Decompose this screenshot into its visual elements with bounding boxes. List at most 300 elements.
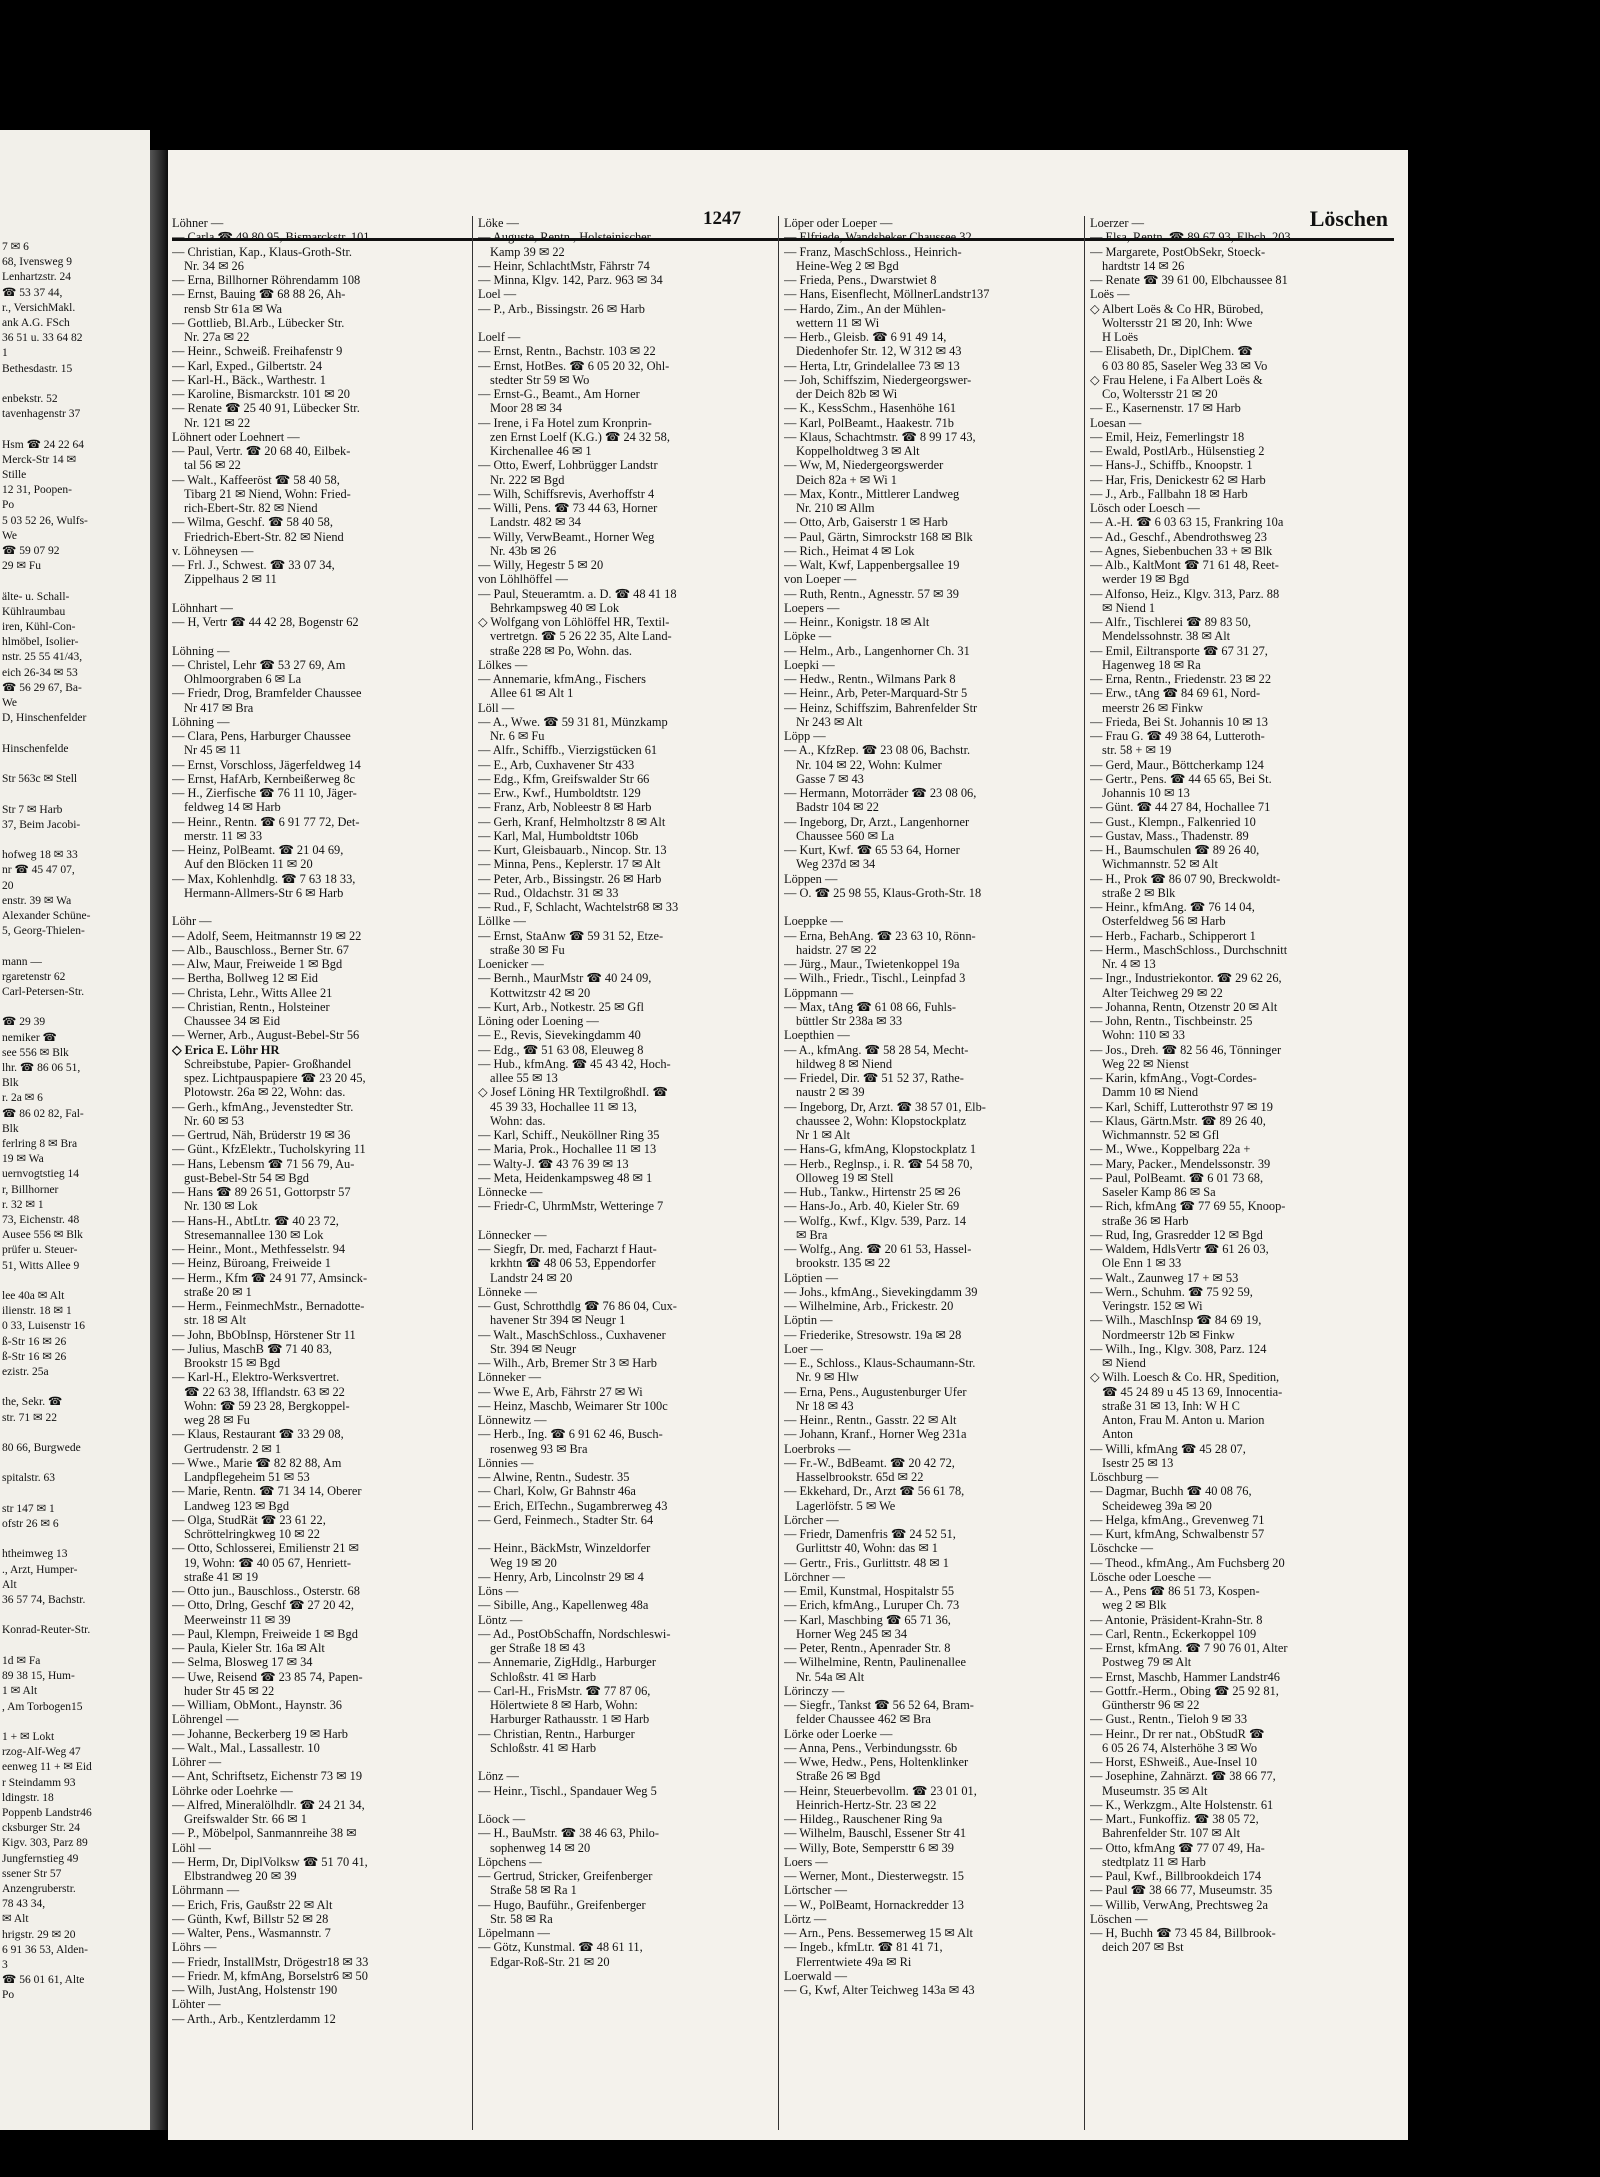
- facing-page-line: 89 38 15, Hum-: [2, 1670, 75, 1683]
- directory-entry-line: Heine-Weg 2 ✉ Bgd: [796, 258, 899, 273]
- directory-entry-line: — H., Baumschulen ☎ 89 26 40,: [1090, 843, 1260, 857]
- directory-entry-line: — William, ObMont., Haynstr. 36: [172, 1698, 342, 1712]
- directory-entry-line: Damm 10 ✉ Niend: [1102, 1085, 1199, 1100]
- facing-page-line: Jungfernstieg 49: [2, 1852, 79, 1865]
- facing-page-line: Poppenb Landstr46: [2, 1806, 92, 1819]
- column-divider: [778, 216, 779, 2130]
- facing-page-fragment: [0, 130, 150, 2130]
- directory-entry-line: Löptin —: [784, 1313, 833, 1328]
- directory-entry-line: — Peter, Arb., Bissingstr. 26 ✉ Harb: [478, 871, 662, 886]
- directory-column-3: [784, 216, 1080, 2132]
- directory-entry-line: — Siegfr., Tankst ☎ 56 52 64, Bram-: [784, 1698, 974, 1712]
- facing-page-line: ldingstr. 18: [2, 1791, 54, 1804]
- directory-entry-line: — Hub., Tankw., Hirtenstr 25 ✉ 26: [784, 1185, 961, 1199]
- directory-entry-line: — Heinr., Mont., Methfesselstr. 94: [172, 1242, 346, 1256]
- directory-entry-line: — Christian, Rentn., Harburger: [478, 1726, 635, 1741]
- directory-entry-line: — Ekkehard, Dr., Arzt ☎ 56 61 78,: [784, 1484, 965, 1499]
- directory-entry-line: — Friedel, Dir. ☎ 51 52 37, Rathe-: [784, 1071, 964, 1085]
- directory-entry-line: — Julius, MaschB ☎ 71 40 83,: [172, 1341, 332, 1356]
- directory-entry-line: Hasselbrookstr. 65d ✉ 22: [796, 1470, 924, 1484]
- directory-entry-line: — Johanna, Rentn, Otzenstr 20 ✉ Alt: [1090, 999, 1278, 1014]
- directory-entry-line: — Joh, Schiffszim, Niedergeorgswer-: [784, 372, 972, 387]
- directory-entry-line: — Har, Fris, Denickestr 62 ✉ Harb: [1090, 472, 1266, 487]
- directory-entry-line: von Loeper —: [784, 572, 857, 587]
- directory-entry-line: — Willi, Pens. ☎ 73 44 63, Horner: [478, 501, 658, 515]
- directory-entry-line: — J., Arb., Fallbahn 18 ✉ Harb: [1090, 486, 1248, 501]
- directory-entry-line: Elbstrandweg 20 ✉ 39: [184, 1869, 297, 1883]
- directory-entry-line: ✉ Niend: [1102, 1356, 1146, 1370]
- directory-entry-line: Str. 58 ✉ Ra: [490, 1911, 553, 1926]
- directory-entry-line: — Ernst, Vorschloss, Jägerfeldweg 14: [172, 757, 361, 772]
- directory-entry-line: — Ernst, HotBes. ☎ 6 05 20 32, Ohl-: [478, 358, 670, 373]
- facing-page-line: [0, 1532, 140, 1547]
- directory-entry-line: — A., KfzRep. ☎ 23 08 06, Bachstr.: [784, 743, 971, 758]
- directory-entry-line: Löll —: [478, 700, 515, 715]
- directory-entry-line: — Arth., Arb., Kentzlerdamm 12: [172, 2011, 336, 2026]
- directory-entry-line: — Hans-G, kfmAng, Klopstockplatz 1: [784, 1142, 977, 1157]
- facing-page-line: Kigv. 303, Parz 89: [2, 1837, 88, 1850]
- directory-entry-line: — Arn., Pens. Bessemerweg 15 ✉ Alt: [784, 1926, 973, 1940]
- directory-page: [168, 150, 1408, 2140]
- directory-entry-line: Harburger Rathausstr. 1 ✉ Harb: [490, 1712, 650, 1727]
- directory-entry-line: Nr. 130 ✉ Lok: [184, 1199, 258, 1214]
- directory-entry-line: — Johann, Kranf., Horner Weg 231a: [784, 1427, 967, 1442]
- facing-page-line: str 147 ✉ 1: [2, 1502, 55, 1515]
- directory-entry-line: v. Löhneysen —: [172, 543, 254, 558]
- directory-entry-line: — Alb., Bauschloss., Berner Str. 67: [172, 942, 349, 957]
- directory-entry-line: — Hans-Jo., Arb. 40, Kieler Str. 69: [784, 1199, 960, 1214]
- directory-entry-line: Nr 417 ✉ Bra: [184, 700, 254, 715]
- directory-entry-line: Bahrenfelder Str. 107 ✉ Alt: [1102, 1826, 1241, 1841]
- directory-entry-line: — Adolf, Seem, Heitmannstr 19 ✉ 22: [172, 928, 362, 943]
- directory-entry-line: — Ewald, PostlArb., Hülsenstieg 2: [1090, 444, 1265, 458]
- directory-entry-line: — A., Pens ☎ 86 51 73, Kospen-: [1090, 1584, 1260, 1598]
- directory-entry-line: — Paul, PolBeamt. ☎ 6 01 73 68,: [1090, 1170, 1264, 1185]
- directory-entry-line: — Emil, Kunstmal, Hospitalstr 55: [784, 1584, 955, 1598]
- directory-entry-line: str. 58 + ✉ 19: [1102, 743, 1172, 758]
- directory-entry-line: Löhl —: [172, 1840, 211, 1855]
- directory-entry-line: — Erna, Rentn., Friedenstr. 23 ✉ 22: [1090, 672, 1272, 686]
- directory-entry-line: ◇ Wolfgang von Löhlöffel HR, Textil-: [478, 615, 670, 629]
- directory-entry-line: — Kurt, Gleisbauarb., Nincop. Str. 13: [478, 843, 667, 857]
- directory-entry-line: Postweg 79 ✉ Alt: [1102, 1655, 1192, 1670]
- facing-page-line: ß-Str 16 ✉ 26: [2, 1335, 67, 1348]
- directory-entry-line: — Josephine, Zahnärzt. ☎ 38 66 77,: [1090, 1769, 1276, 1784]
- directory-entry-line: Nr. 60 ✉ 53: [184, 1113, 244, 1128]
- directory-entry-line: straße 31 ✉ 13, Inh: W H C: [1102, 1398, 1240, 1413]
- directory-entry-line: krkhtn ☎ 48 06 53, Eppendorfer: [490, 1256, 656, 1271]
- directory-entry-line: felder Chaussee 462 ✉ Bra: [796, 1712, 931, 1727]
- directory-entry-line: — M., Wwe., Koppelbarg 22a +: [1090, 1142, 1251, 1157]
- directory-entry-line: Loerbroks —: [784, 1441, 851, 1456]
- directory-entry-line: — O. ☎ 25 98 55, Klaus-Groth-Str. 18: [784, 885, 982, 900]
- directory-entry-line: — H., Zierfische ☎ 76 11 10, Jäger-: [172, 786, 357, 800]
- directory-entry-line: — Christa, Lehr., Witts Allee 21: [172, 985, 333, 1000]
- directory-entry-line: Lagerlöfstr. 5 ✉ We: [796, 1498, 896, 1513]
- directory-entry-line: Lönnewitz —: [478, 1413, 547, 1427]
- facing-page-line: We: [2, 529, 18, 542]
- directory-entry-line: — Edg., ☎ 51 63 08, Eleuweg 8: [478, 1042, 644, 1057]
- directory-entry-line: — Henry, Arb, Lincolnstr 29 ✉ 4: [478, 1569, 644, 1584]
- facing-page-line: Merck-Str 14 ✉: [2, 453, 77, 466]
- facing-page-line: hrigstr. 29 ✉ 20: [2, 1928, 76, 1941]
- directory-entry-line: — Werner, Arb., August-Bebel-Str 56: [172, 1028, 360, 1043]
- directory-entry-line: havener Str 394 ✉ Neugr 1: [490, 1313, 626, 1328]
- directory-entry-line: Nr. 121 ✉ 22: [184, 415, 251, 430]
- directory-entry-line: allee 55 ✉ 13: [490, 1071, 558, 1085]
- running-head: Löschen: [1309, 206, 1388, 231]
- directory-entry-line: Lönz —: [478, 1769, 519, 1784]
- directory-entry-line: — E., Arb, Cuxhavener Str 433: [478, 757, 635, 772]
- directory-entry-line: — Minna, Klgv. 142, Parz. 963 ✉ 34: [478, 273, 663, 287]
- facing-page-line: [0, 1426, 140, 1441]
- directory-entry-line: — Wwe, Hedw., Pens, Holtenklinker: [784, 1755, 969, 1769]
- directory-entry-line: [478, 1214, 774, 1228]
- directory-entry-line: — Herb., Ing. ☎ 6 91 62 46, Busch-: [478, 1427, 663, 1442]
- directory-entry-line: — Erich, ElTechn., Sugambrerweg 43: [478, 1498, 668, 1513]
- directory-entry-line: — Wilh., MaschInsp ☎ 84 69 19,: [1090, 1313, 1262, 1328]
- directory-entry-line: Lösche oder Loesche —: [1090, 1569, 1211, 1584]
- directory-entry-line: — Hardo, Zim., An der Mühlen-: [784, 301, 946, 316]
- directory-entry-line: stedter Str 59 ✉ Wo: [490, 372, 590, 387]
- facing-page-line: 5, Georg-Thielen-: [2, 925, 85, 938]
- directory-entry-line: — Irene, i Fa Hotel zum Kronprin-: [478, 415, 652, 430]
- directory-entry-line: — Alwine, Rentn., Sudestr. 35: [478, 1470, 630, 1484]
- facing-page-line: mann —: [2, 955, 42, 968]
- directory-entry-line: [172, 900, 468, 914]
- directory-entry-line: — Ingeb., kfmLtr. ☎ 81 41 71,: [784, 1940, 943, 1955]
- directory-entry-line: — H., Prok ☎ 86 07 90, Breckwoldt-: [1090, 871, 1281, 886]
- directory-entry-line: — Gerd, Maur., Böttcherkamp 124: [1090, 757, 1264, 772]
- directory-entry-line: Schloßstr. 41 ✉ Harb: [490, 1669, 597, 1684]
- directory-entry-line: — Erna, Billhorner Röhrendamm 108: [172, 273, 361, 287]
- directory-entry-line: — Erich, kfmAng., Luruper Ch. 73: [784, 1598, 960, 1613]
- facing-page-line: We: [2, 697, 18, 710]
- directory-entry-line: — Günth, Kwf, Billstr 52 ✉ 28: [172, 1911, 329, 1926]
- directory-entry-line: Nr. 210 ✉ Allm: [796, 501, 875, 515]
- directory-entry-line: Olloweg 19 ✉ Stell: [796, 1170, 894, 1185]
- directory-entry-line: Lönnies —: [478, 1455, 534, 1470]
- facing-page-line: cksburger Str. 24: [2, 1822, 81, 1835]
- directory-entry-line: — Ernst, kfmAng. ☎ 7 90 76 01, Alter: [1090, 1641, 1288, 1655]
- facing-page-line: 3: [2, 1958, 8, 1971]
- directory-entry-line: Ohlmoorgraben 6 ✉ La: [184, 672, 302, 686]
- directory-entry-line: Stresemannallee 130 ✉ Lok: [184, 1227, 324, 1242]
- facing-page-line: Kühlraumbau: [2, 605, 66, 618]
- directory-entry-line: — Hans-J., Schiffb., Knoopstr. 1: [1090, 458, 1253, 473]
- directory-entry-line: — Heinr., Rentn., Gasstr. 22 ✉ Alt: [784, 1413, 957, 1427]
- directory-entry-line: — K., KessSchm., Hasenhöhe 161: [784, 401, 957, 416]
- directory-entry-line: — Heinr., Dr rer nat., ObStudR ☎: [1090, 1726, 1265, 1741]
- directory-entry-line: Löke —: [478, 216, 519, 230]
- directory-entry-line: Wohn: 110 ✉ 33: [1102, 1028, 1185, 1043]
- directory-entry-line: — Wilhelmine, Arb., Frickestr. 20: [784, 1299, 954, 1313]
- directory-entry-line: — Heinr., Schweiß. Freihafenstr 9: [172, 344, 343, 359]
- directory-entry-line: 19, Wohn: ☎ 40 05 67, Henriett-: [184, 1555, 352, 1570]
- directory-entry-line: — Friederike, Stresowstr. 19a ✉ 28: [784, 1327, 962, 1342]
- directory-entry-line: H Loës: [1102, 330, 1139, 344]
- directory-entry-line: — Ernst, Rentn., Bachstr. 103 ✉ 22: [478, 344, 656, 359]
- directory-entry-line: — Wolfg., Kwf., Klgv. 539, Parz. 14: [784, 1213, 967, 1228]
- directory-entry-line: — Herm., Kfm ☎ 24 91 77, Amsinck-: [172, 1270, 368, 1285]
- directory-entry-line: Nr 45 ✉ 11: [184, 743, 242, 758]
- directory-entry-line: — Wwe E, Arb, Fährstr 27 ✉ Wi: [478, 1384, 643, 1399]
- directory-entry-line: Güntherstr 96 ✉ 22: [1102, 1698, 1200, 1712]
- facing-page-line: Po: [2, 499, 15, 512]
- directory-entry-line: — Friedr, Drog, Bramfelder Chaussee: [172, 686, 362, 701]
- directory-entry-line: — Herm., FeinmechMstr., Bernadotte-: [172, 1299, 365, 1313]
- directory-entry-line: — Ernst-G., Beamt., Am Horner: [478, 387, 640, 401]
- directory-entry-line: — Annemarie, ZigHdlg., Harburger: [478, 1655, 657, 1670]
- facing-page-line: lee 40a ✉ Alt: [2, 1290, 65, 1303]
- directory-entry-line: Löhrke oder Loehrke —: [172, 1783, 293, 1798]
- directory-entry-line: — Auguste, Rentn., Holsteinischer: [478, 230, 651, 245]
- directory-entry-line: — Elsa, Rentn. ☎ 89 67 93, Elbch. 203: [1090, 230, 1291, 245]
- directory-entry-line: — Erw., Kwf., Humboldtstr. 129: [478, 786, 641, 800]
- facing-page-line: [0, 939, 140, 954]
- directory-entry-line: von Löhlhöffel —: [478, 572, 568, 587]
- directory-entry-line: — Heinr., kfmAng. ☎ 76 14 04,: [1090, 900, 1255, 914]
- facing-page-line: rgaretenstr 62: [2, 970, 66, 983]
- directory-entry-line: Kamp 39 ✉ 22: [490, 244, 565, 259]
- directory-entry-line: — Gustav, Mass., Thadenstr. 89: [1090, 828, 1249, 843]
- directory-entry-line: Löper oder Loeper —: [784, 216, 893, 230]
- directory-entry-line: — Walt, Kwf, Lappenbergsallee 19: [784, 558, 960, 572]
- facing-page-line: tavenhagenstr 37: [2, 408, 81, 421]
- facing-page-line: [0, 1608, 140, 1623]
- directory-entry-line: — Gust., Klempn., Falkenried 10: [1090, 814, 1256, 829]
- directory-entry-line: — Wilhelmine, Rentn, Paulinenallee: [784, 1655, 966, 1670]
- directory-entry-line: Lösch oder Loesch —: [1090, 501, 1200, 515]
- directory-entry-line: — Carl-H., FrisMstr. ☎ 77 87 06,: [478, 1683, 651, 1698]
- facing-page-line: Ausee 556 ✉ Blk: [2, 1229, 83, 1242]
- directory-entry-line: Löning oder Loening —: [478, 1014, 599, 1028]
- directory-entry-line: — Paul ☎ 38 66 77, Museumstr. 35: [1090, 1883, 1273, 1898]
- facing-page-line: ☎ 29 39: [2, 1016, 46, 1029]
- directory-entry-line: naustr 2 ✉ 39: [796, 1085, 865, 1100]
- directory-entry-line: Lörinczy —: [784, 1683, 845, 1698]
- facing-page-line: Carl-Petersen-Str.: [2, 985, 85, 998]
- facing-page-line: Stille: [2, 469, 27, 482]
- directory-entry-line: Museumstr. 35 ✉ Alt: [1102, 1783, 1208, 1798]
- directory-entry-line: [172, 629, 468, 643]
- directory-entry-line: Löhning —: [172, 643, 230, 658]
- directory-entry-line: — A., Wwe. ☎ 59 31 81, Münzkamp: [478, 714, 668, 729]
- directory-entry-line: — Heinr, SchlachtMstr, Fährstr 74: [478, 258, 650, 273]
- directory-entry-line: werder 19 ✉ Bgd: [1102, 572, 1190, 587]
- directory-entry-line: Straße 58 ✉ Ra 1: [490, 1883, 577, 1898]
- facing-page-line: ☎ 86 02 82, Fal-: [2, 1107, 84, 1120]
- directory-entry-line: Loeppke —: [784, 914, 843, 929]
- directory-entry-line: Hölertwiete 8 ✉ Harb, Wohn:: [490, 1698, 638, 1712]
- facing-page-line: ß-Str 16 ✉ 26: [2, 1350, 67, 1363]
- facing-page-line: ezistr. 25a: [2, 1366, 49, 1379]
- facing-page-line: 12 31, Poopen-: [2, 484, 72, 497]
- facing-page-line: nemiker ☎: [2, 1031, 57, 1044]
- directory-entry-line: str. 18 ✉ Alt: [184, 1313, 247, 1328]
- directory-entry-line: — Helm., Arb., Langenhorner Ch. 31: [784, 643, 970, 658]
- directory-entry-line: — Otto jun., Bauschloss., Osterstr. 68: [172, 1584, 360, 1598]
- directory-entry-line: ◇ Frau Helene, i Fa Albert Loës &: [1090, 372, 1263, 387]
- facing-page-line: 19 ✉ Wa: [2, 1153, 44, 1166]
- directory-entry-line: — Ad., Geschf., Abendrothsweg 23: [1090, 529, 1267, 544]
- facing-page-line: 20: [2, 879, 14, 892]
- directory-entry-line: — Charl, Kolw, Gr Bahnstr 46a: [478, 1484, 636, 1499]
- directory-entry-line: Löptien —: [784, 1270, 839, 1285]
- directory-entry-line: straße 36 ✉ Harb: [1102, 1213, 1189, 1228]
- directory-entry-line: Nr. 54a ✉ Alt: [796, 1669, 865, 1684]
- directory-entry-line: — Helga, kfmAng., Grevenweg 71: [1090, 1512, 1265, 1527]
- directory-column-2: [478, 216, 774, 2132]
- directory-entry-line: — Heinz, Büroang, Freiweide 1: [172, 1256, 331, 1271]
- directory-entry-line: — Siegfr, Dr. med, Facharzt f Haut-: [478, 1242, 657, 1256]
- directory-entry-line: Löllke —: [478, 914, 526, 929]
- directory-entry-line: — Friedr, Damenfris ☎ 24 52 51,: [784, 1527, 956, 1541]
- directory-entry-line: — Wilh., Friedr., Tischl., Leinpfad 3: [784, 971, 966, 986]
- directory-entry-line: Chaussee 560 ✉ La: [796, 828, 895, 843]
- directory-entry-line: — Erna, BehAng. ☎ 23 63 10, Rönn-: [784, 928, 976, 943]
- directory-entry-line: — Kurt, kfmAng, Schwalbenstr 57: [1090, 1527, 1265, 1541]
- directory-entry-line: — Ant, Schriftsetz, Eichenstr 73 ✉ 19: [172, 1769, 363, 1784]
- directory-entry-line: Löpelmann —: [478, 1926, 550, 1940]
- directory-entry-line: Wichmannstr. 52 ✉ Alt: [1102, 857, 1218, 872]
- facing-page-line: ferlring 8 ✉ Bra: [2, 1137, 78, 1150]
- directory-entry-line: — Karl, Schiff., Neuköllner Ring 35: [478, 1128, 660, 1142]
- directory-entry-line: — Heinr., Tischl., Spandauer Weg 5: [478, 1783, 657, 1798]
- directory-entry-line: — Clara, Pens, Harburger Chaussee: [172, 729, 351, 743]
- directory-entry-line: — Wilh., Ing., Klgv. 308, Parz. 124: [1090, 1341, 1267, 1356]
- directory-entry-line: Diedenhofer Str. 12, W 312 ✉ 43: [796, 344, 962, 359]
- directory-entry-line: — Wern., Schuhm. ☎ 75 92 59,: [1090, 1284, 1253, 1299]
- directory-entry-line: — Christian, Kap., Klaus-Groth-Str.: [172, 244, 352, 259]
- directory-entry-line: — Hedw., Rentn., Wilmans Park 8: [784, 672, 956, 686]
- directory-entry-line: Scheideweg 39a ✉ 20: [1102, 1498, 1212, 1513]
- directory-entry-line: Greifswalder Str. 66 ✉ 1: [184, 1812, 307, 1826]
- directory-entry-line: — Gerd, Feinmech., Stadter Str. 64: [478, 1512, 654, 1527]
- directory-entry-line: — Paula, Kieler Str. 16a ✉ Alt: [172, 1641, 325, 1655]
- facing-page-line: [0, 1639, 140, 1654]
- directory-entry-line: — Paul, Klempn, Freiweide 1 ✉ Bgd: [172, 1626, 358, 1641]
- facing-page-line: 36 57 74, Bachstr.: [2, 1594, 86, 1607]
- directory-entry-line: Landstr. 482 ✉ 34: [490, 515, 581, 530]
- facing-page-line: nstr. 25 55 41/43,: [2, 651, 83, 664]
- directory-entry-line: Löschburg —: [1090, 1470, 1159, 1484]
- directory-entry-line: — Herb., Facharb., Schipperort 1: [1090, 928, 1256, 943]
- directory-entry-line: Löhrs —: [172, 1940, 217, 1955]
- directory-entry-line: — Heinz, Maschb, Weimarer Str 100c: [478, 1398, 668, 1413]
- directory-entry-line: Co, Woltersstr 21 ✉ 20: [1102, 387, 1218, 401]
- directory-entry-line: büttler Str 238a ✉ 33: [796, 1014, 903, 1028]
- directory-entry-line: — Alb., KaltMont ☎ 71 61 48, Reet-: [1090, 558, 1279, 572]
- directory-entry-line: Loerzer —: [1090, 216, 1145, 230]
- directory-entry-line: — Herm, Dr, DiplVolksw ☎ 51 70 41,: [172, 1854, 368, 1869]
- directory-entry-line: ☎ 22 63 38, Ifflandstr. 63 ✉ 22: [184, 1384, 345, 1399]
- facing-page-line: rzog-Alf-Weg 47: [2, 1746, 81, 1759]
- facing-page-line: lhr. ☎ 86 06 51,: [2, 1061, 81, 1074]
- directory-entry-line: Nr 18 ✉ 43: [796, 1398, 854, 1413]
- directory-entry-line: haidstr. 27 ✉ 22: [796, 942, 877, 957]
- facing-page-line: ☎ 56 01 61, Alte: [2, 1974, 85, 1987]
- directory-entry-line: [172, 587, 468, 601]
- directory-entry-line: ger Straße 18 ✉ 43: [490, 1641, 586, 1655]
- directory-entry-line: — Elisabeth, Dr., DiplChem. ☎: [1090, 344, 1253, 359]
- directory-entry-line: Mendelssohnstr. 38 ✉ Alt: [1102, 629, 1231, 644]
- directory-entry-line: Johannis 10 ✉ 13: [1102, 786, 1190, 800]
- directory-entry-line: — Erna, Pens., Augustenburger Ufer: [784, 1384, 967, 1399]
- directory-entry-line: — Wolfg., Ang. ☎ 20 61 53, Hassel-: [784, 1242, 972, 1256]
- facing-page-line: 1 + ✉ Lokt: [2, 1730, 55, 1743]
- directory-entry-line: Osterfeldweg 56 ✉ Harb: [1102, 914, 1226, 929]
- directory-entry-line: — Annemarie, kfmAng., Fischers: [478, 672, 646, 686]
- directory-column-1: [172, 216, 468, 2132]
- directory-entry-line: Loesan —: [1090, 415, 1142, 430]
- directory-entry-line: merstr. 11 ✉ 33: [184, 828, 263, 843]
- directory-entry-line: — Otto, kfmAng ☎ 77 07 49, Ha-: [1090, 1840, 1265, 1855]
- directory-entry-line: — Carl, Rentn., Eckerkoppel 109: [1090, 1626, 1257, 1641]
- directory-entry-line: — Renate ☎ 39 61 00, Elbchaussee 81: [1090, 273, 1288, 287]
- directory-entry-line: Loepthien —: [784, 1028, 850, 1043]
- directory-entry-line: hildweg 8 ✉ Niend: [796, 1056, 893, 1071]
- directory-entry-line: — Günt. ☎ 44 27 84, Hochallee 71: [1090, 800, 1271, 815]
- directory-entry-line: Loer —: [784, 1341, 823, 1356]
- directory-entry-line: — Herb., Reglnsp., i. R. ☎ 54 58 70,: [784, 1156, 973, 1171]
- directory-entry-line: — Paul, Steueramtm. a. D. ☎ 48 41 18: [478, 586, 677, 601]
- facing-page-line: uernvogtstieg 14: [2, 1168, 79, 1181]
- directory-column-4: [1090, 216, 1396, 2132]
- directory-entry-line: — Alfred, Mineralölhdlr. ☎ 24 21 34,: [172, 1797, 365, 1812]
- directory-entry-line: Löpp —: [784, 729, 826, 743]
- directory-entry-line: Weg 22 ✉ Nienst: [1102, 1056, 1189, 1071]
- directory-entry-line: — Hans-H., AbtLtr. ☎ 40 23 72,: [172, 1213, 339, 1228]
- directory-entry-line: weg 2 ✉ Blk: [1102, 1598, 1167, 1613]
- directory-entry-line: — Otto, Ewerf, Lohbrügger Landstr: [478, 458, 658, 473]
- directory-entry-line: Landstr 24 ✉ 20: [490, 1270, 573, 1285]
- directory-entry-line: — Frl. J., Schwest. ☎ 33 07 34,: [172, 558, 335, 572]
- directory-entry-line: — Frau G. ☎ 49 38 64, Lutteroth-: [1090, 729, 1265, 743]
- directory-entry-line: wettern 11 ✉ Wi: [796, 315, 880, 330]
- directory-entry-line: — W., PolBeamt, Hornackredder 13: [784, 1897, 964, 1912]
- directory-entry-line: Wichmannstr. 52 ✉ Gfl: [1102, 1128, 1220, 1142]
- directory-entry-line: Nr. 104 ✉ 22, Wohn: Kulmer: [796, 757, 942, 772]
- directory-entry-line: Lönneke —: [478, 1284, 537, 1299]
- directory-entry-line: Lönnecke —: [478, 1185, 543, 1199]
- directory-entry-line: — Maria, Prok., Hochallee 11 ✉ 13: [478, 1142, 657, 1157]
- directory-entry-line: Loepers —: [784, 600, 840, 615]
- directory-entry-line: gust-Bebel-Str 54 ✉ Bgd: [184, 1170, 309, 1185]
- directory-entry-line: — E., Kasernenstr. 17 ✉ Harb: [1090, 401, 1241, 416]
- facing-page-line: 1: [2, 347, 8, 360]
- directory-entry-line: — Hildeg., Rauschener Ring 9a: [784, 1812, 943, 1826]
- directory-entry-line: — Karl, PolBeamt., Haakestr. 71b: [784, 415, 954, 430]
- directory-entry-line: — Hans, Lebensm ☎ 71 56 79, Au-: [172, 1156, 355, 1171]
- facing-page-line: iren, Kühl-Con-: [2, 621, 76, 634]
- directory-entry-line: straße 2 ✉ Blk: [1102, 885, 1176, 900]
- facing-page-line: Konrad-Reuter-Str.: [2, 1624, 91, 1637]
- facing-page-line: Blk: [2, 1122, 19, 1135]
- facing-page-line: Alt: [2, 1578, 17, 1591]
- facing-page-line: D, Hinschenfelder: [2, 712, 87, 725]
- directory-entry-line: sophenweg 14 ✉ 20: [490, 1840, 591, 1855]
- directory-entry-line: Löhrer —: [172, 1755, 222, 1769]
- directory-entry-line: Horner Weg 245 ✉ 34: [796, 1626, 908, 1641]
- directory-entry-line: Str. 394 ✉ Neugr: [490, 1341, 577, 1356]
- directory-entry-line: hardtstr 14 ✉ 26: [1102, 258, 1185, 273]
- facing-page-line: Hinschenfelde: [2, 742, 69, 755]
- directory-entry-line: rosenweg 93 ✉ Bra: [490, 1441, 588, 1456]
- directory-entry-line: — Willy, Bote, Sempersttr 6 ✉ 39: [784, 1840, 954, 1855]
- facing-page-line: htheimweg 13: [2, 1548, 68, 1561]
- directory-entry-line: — Ingr., Industriekontor. ☎ 29 62 26,: [1090, 971, 1282, 986]
